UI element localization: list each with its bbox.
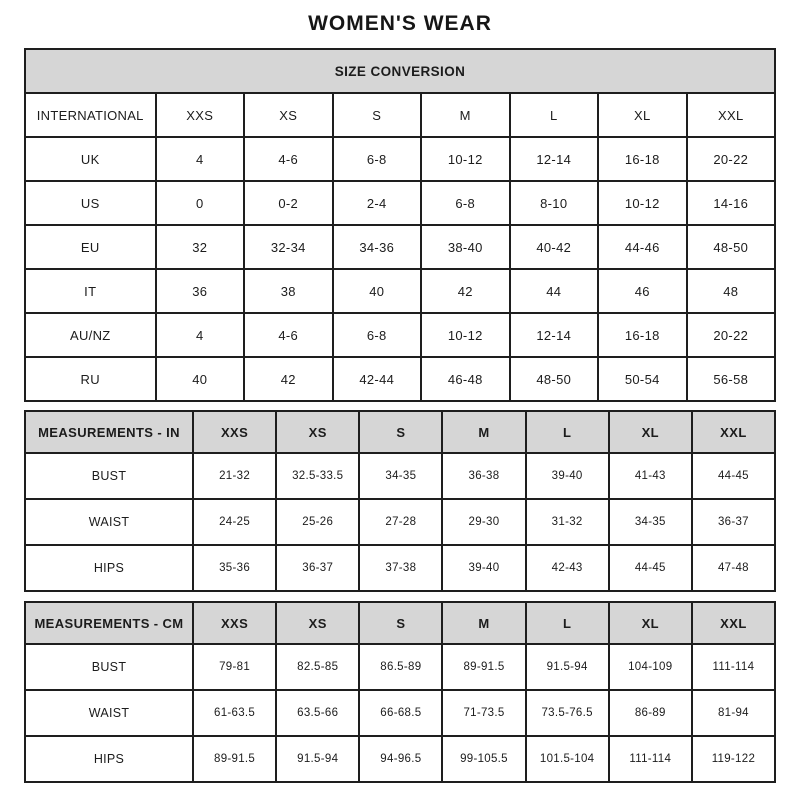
size-header-m: M (442, 411, 525, 453)
row-label: WAIST (25, 499, 193, 545)
size-cell: 20-22 (687, 313, 776, 357)
size-header-m: M (442, 602, 525, 644)
size-cell: 50-54 (598, 357, 687, 401)
measurements-cm-table (24, 601, 776, 783)
measurements-cm-header-row (25, 602, 775, 644)
measure-cell: 89-91.5 (193, 736, 276, 782)
size-cell: 42 (421, 269, 510, 313)
measure-cell: 36-38 (442, 453, 525, 499)
size-conversion-title: SIZE CONVERSION (25, 49, 775, 93)
size-conversion-table (24, 48, 776, 402)
size-cell: 42-44 (333, 357, 422, 401)
size-cell: 32-34 (244, 225, 333, 269)
measure-cell: 39-40 (442, 545, 525, 591)
measure-cell: 35-36 (193, 545, 276, 591)
size-cell: 48-50 (687, 225, 776, 269)
measure-cell: 41-43 (609, 453, 692, 499)
size-cell: 38-40 (421, 225, 510, 269)
measure-cell: 37-38 (359, 545, 442, 591)
table-row-aunz (25, 313, 775, 357)
size-cell: 6-8 (333, 313, 422, 357)
size-cell: 16-18 (598, 137, 687, 181)
measure-cell: 101.5-104 (526, 736, 609, 782)
measure-cell: 34-35 (609, 499, 692, 545)
size-cell: 0 (156, 181, 245, 225)
size-cell: 36 (156, 269, 245, 313)
size-cell: 32 (156, 225, 245, 269)
measure-cell: 61-63.5 (193, 690, 276, 736)
measure-cell: 73.5-76.5 (526, 690, 609, 736)
table-row-bust-cm (25, 644, 775, 690)
size-header-m: M (421, 93, 510, 137)
size-cell: 4-6 (244, 137, 333, 181)
measure-cell: 111-114 (692, 644, 775, 690)
table-row-hips-in (25, 545, 775, 591)
measure-cell: 111-114 (609, 736, 692, 782)
size-header-xxl: XXL (692, 602, 775, 644)
measure-cell: 32.5-33.5 (276, 453, 359, 499)
measure-cell: 66-68.5 (359, 690, 442, 736)
measure-cell: 82.5-85 (276, 644, 359, 690)
table-row-ru (25, 357, 775, 401)
measure-cell: 81-94 (692, 690, 775, 736)
size-cell: 40-42 (510, 225, 599, 269)
size-header-xl: XL (598, 93, 687, 137)
measure-cell: 44-45 (692, 453, 775, 499)
size-header-xs: XS (244, 93, 333, 137)
size-cell: 10-12 (598, 181, 687, 225)
table-row-it (25, 269, 775, 313)
measurements-in-header-row (25, 411, 775, 453)
measure-cell: 89-91.5 (442, 644, 525, 690)
size-header-row (25, 93, 775, 137)
size-cell: 34-36 (333, 225, 422, 269)
measure-cell: 91.5-94 (526, 644, 609, 690)
size-cell: 40 (156, 357, 245, 401)
measure-cell: 36-37 (276, 545, 359, 591)
size-header-s: S (333, 93, 422, 137)
table-row-eu (25, 225, 775, 269)
size-cell: 44 (510, 269, 599, 313)
size-cell: 20-22 (687, 137, 776, 181)
table-gap (24, 592, 776, 601)
measure-cell: 79-81 (193, 644, 276, 690)
measurements-cm-title: MEASUREMENTS - CM (25, 602, 193, 644)
measure-cell: 86-89 (609, 690, 692, 736)
size-cell: 38 (244, 269, 333, 313)
table-gap (24, 402, 776, 410)
measure-cell: 86.5-89 (359, 644, 442, 690)
measure-cell: 24-25 (193, 499, 276, 545)
row-label-international: INTERNATIONAL (25, 93, 156, 137)
size-cell: 12-14 (510, 313, 599, 357)
measure-cell: 94-96.5 (359, 736, 442, 782)
size-header-s: S (359, 411, 442, 453)
table-row-uk (25, 137, 775, 181)
table-row-us (25, 181, 775, 225)
size-cell: 2-4 (333, 181, 422, 225)
measure-cell: 42-43 (526, 545, 609, 591)
size-cell: 4 (156, 137, 245, 181)
measure-cell: 36-37 (692, 499, 775, 545)
size-header-xs: XS (276, 602, 359, 644)
size-cell: 10-12 (421, 313, 510, 357)
size-cell: 12-14 (510, 137, 599, 181)
size-cell: 16-18 (598, 313, 687, 357)
page-title: WOMEN'S WEAR (308, 12, 492, 35)
size-cell: 6-8 (421, 181, 510, 225)
size-cell: 14-16 (687, 181, 776, 225)
measurements-in-title: MEASUREMENTS - IN (25, 411, 193, 453)
size-cell: 46-48 (421, 357, 510, 401)
measure-cell: 104-109 (609, 644, 692, 690)
size-cell: 40 (333, 269, 422, 313)
row-label: US (25, 181, 156, 225)
size-cell: 4-6 (244, 313, 333, 357)
size-header-xl: XL (609, 602, 692, 644)
size-cell: 42 (244, 357, 333, 401)
measure-cell: 47-48 (692, 545, 775, 591)
section-header-row (25, 49, 775, 93)
table-row-hips-cm (25, 736, 775, 782)
table-row-waist-cm (25, 690, 775, 736)
size-cell: 6-8 (333, 137, 422, 181)
table-row-bust-in (25, 453, 775, 499)
row-label: WAIST (25, 690, 193, 736)
size-header-xxl: XXL (687, 93, 776, 137)
measure-cell: 71-73.5 (442, 690, 525, 736)
size-cell: 44-46 (598, 225, 687, 269)
row-label: HIPS (25, 545, 193, 591)
size-header-l: L (526, 411, 609, 453)
measurements-in-table (24, 410, 776, 592)
row-label: BUST (25, 453, 193, 499)
size-cell: 10-12 (421, 137, 510, 181)
row-label: UK (25, 137, 156, 181)
size-header-l: L (526, 602, 609, 644)
measure-cell: 91.5-94 (276, 736, 359, 782)
size-header-l: L (510, 93, 599, 137)
measure-cell: 21-32 (193, 453, 276, 499)
row-label: HIPS (25, 736, 193, 782)
table-row-waist-in (25, 499, 775, 545)
measure-cell: 34-35 (359, 453, 442, 499)
size-header-xs: XS (276, 411, 359, 453)
measure-cell: 99-105.5 (442, 736, 525, 782)
size-header-xxs: XXS (193, 411, 276, 453)
measure-cell: 29-30 (442, 499, 525, 545)
size-header-xl: XL (609, 411, 692, 453)
row-label: AU/NZ (25, 313, 156, 357)
row-label: IT (25, 269, 156, 313)
size-cell: 46 (598, 269, 687, 313)
measure-cell: 63.5-66 (276, 690, 359, 736)
measure-cell: 31-32 (526, 499, 609, 545)
size-header-xxl: XXL (692, 411, 775, 453)
size-header-xxs: XXS (193, 602, 276, 644)
row-label: RU (25, 357, 156, 401)
size-cell: 56-58 (687, 357, 776, 401)
size-cell: 4 (156, 313, 245, 357)
size-cell: 48 (687, 269, 776, 313)
size-header-xxs: XXS (156, 93, 245, 137)
size-cell: 0-2 (244, 181, 333, 225)
measure-cell: 44-45 (609, 545, 692, 591)
size-cell: 48-50 (510, 357, 599, 401)
measure-cell: 119-122 (692, 736, 775, 782)
size-header-s: S (359, 602, 442, 644)
measure-cell: 27-28 (359, 499, 442, 545)
row-label: EU (25, 225, 156, 269)
size-cell: 8-10 (510, 181, 599, 225)
row-label: BUST (25, 644, 193, 690)
measure-cell: 25-26 (276, 499, 359, 545)
measure-cell: 39-40 (526, 453, 609, 499)
